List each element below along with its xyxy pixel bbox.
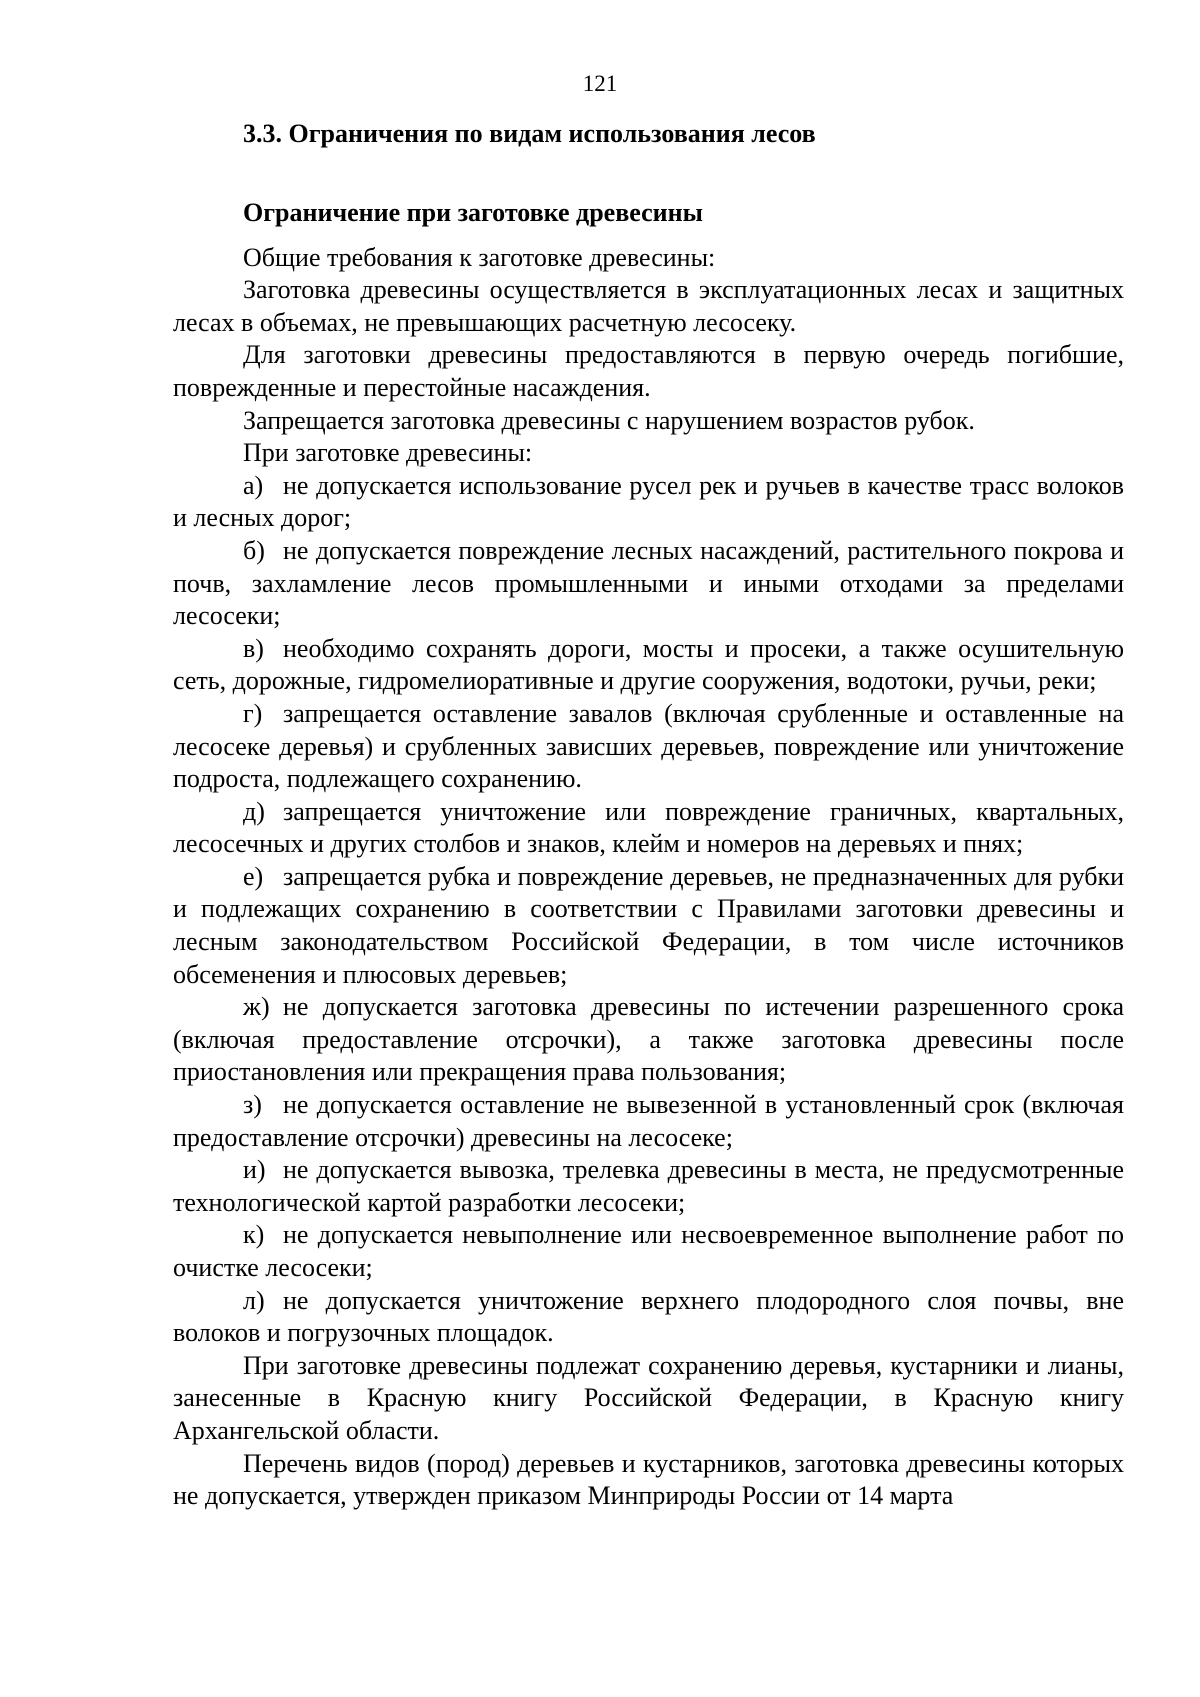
document-body [173, 197, 1124, 1513]
list-item-marker: ж) [243, 992, 270, 1022]
list-item-text: запрещается оставление завалов (включая срубленные и оставленные на лесосеке деревья) и срубленных зависших деревьев, повреждение или уничтожение подроста, подлежащего сохранению. [173, 698, 1124, 794]
list-item [173, 991, 1124, 1089]
list-item [173, 698, 1124, 796]
paragraph: При заготовке древесины: [243, 438, 533, 468]
list-item-text: не допускается вывозка, трелевка древесины в места, не предусмотренные технологической картой разработки лесосеки; [173, 1155, 1124, 1217]
paragraph: Запрещается заготовка древесины с нарушением возрастов рубок. [243, 405, 975, 435]
list-item-marker: а) [243, 470, 264, 500]
list-item-text: необходимо сохранять дороги, мосты и просеки, а также осушительную сеть, дорожные, гидромелиоративные и другие сооружения, водотоки, ручьи, реки; [173, 633, 1124, 696]
list-item [173, 1219, 1124, 1284]
subheading: Ограничение при заготовке древесины [243, 198, 703, 227]
list-item [173, 1089, 1124, 1154]
list-item-marker: д) [243, 796, 265, 826]
list-item [173, 535, 1124, 633]
paragraph: Общие требования к заготовке древесины: [243, 242, 716, 272]
list-item-text: не допускается использование русел рек и ручьев в качестве трасс волоков и лесных дорог; [173, 470, 1124, 533]
list-item-marker: л) [243, 1285, 265, 1315]
list-item [173, 633, 1124, 698]
list-item [173, 1154, 1124, 1219]
paragraph: Для заготовки древесины предоставляются в первую очередь погибшие, поврежденные и перестойные насаждения. [173, 340, 1124, 402]
list-item-marker: в) [243, 633, 264, 663]
list-item-text: не допускается заготовка древесины по истечении разрешенного срока (включая предоставление отсрочки), а также заготовка древесины после приостановления или прекращения права пользования; [173, 992, 1124, 1087]
list-item-marker: б) [243, 535, 265, 565]
page-number: 121 [582, 71, 618, 96]
paragraph: При заготовке древесины подлежат сохранению деревья, кустарники и лианы, занесенные в Красную книгу Российской Федерации, в Красную книгу Архангельской области. [173, 1350, 1124, 1445]
list-item-text: не допускается уничтожение верхнего плодородного слоя почвы, вне волоков и погрузочных площадок. [173, 1285, 1124, 1348]
list-item-text: не допускается повреждение лесных насаждений, растительного покрова и почв, захламление лесов промышленными и иными отходами за пределами лесосеки; [173, 535, 1124, 631]
list-item-marker: г) [243, 698, 263, 728]
list-item [173, 1285, 1124, 1350]
list-item-text: запрещается уничтожение или повреждение граничных, квартальных, лесосечных и других столбов и знаков, клейм и номеров на деревьях и пнях; [173, 796, 1124, 859]
list-item [173, 796, 1124, 861]
list-item-marker: з) [243, 1090, 262, 1120]
paragraph: Перечень видов (пород) деревьев и кустарников, заготовка древесины которых не допускается, утвержден приказом Минприроды России от 14 марта [173, 1448, 1124, 1511]
list-item [173, 470, 1124, 535]
paragraph: Заготовка древесины осуществляется в эксплуатационных лесах и защитных лесах в объемах, не превышающих расчетную лесосеку. [173, 275, 1124, 337]
section-title: 3.3. Ограничения по видам использования лесов [243, 119, 816, 148]
list-item-text: не допускается невыполнение или несвоевременное выполнение работ по очистке лесосеки; [173, 1220, 1124, 1282]
list-item-text: не допускается оставление не вывезенной в установленный срок (включая предоставление отсрочки) древесины на лесосеке; [173, 1090, 1124, 1152]
list-item-text: запрещается рубка и повреждение деревьев, не предназначенных для рубки и подлежащих сохранению в соответствии с Правилами заготовки древесины и лесным законодательством Российской Федерации, в том числе источников обсеменения и плюсовых деревьев; [173, 861, 1124, 989]
list-item [173, 861, 1124, 991]
list-item-marker: и) [243, 1155, 266, 1185]
list-item-marker: е) [243, 861, 264, 891]
list-item-marker: к) [243, 1220, 265, 1250]
